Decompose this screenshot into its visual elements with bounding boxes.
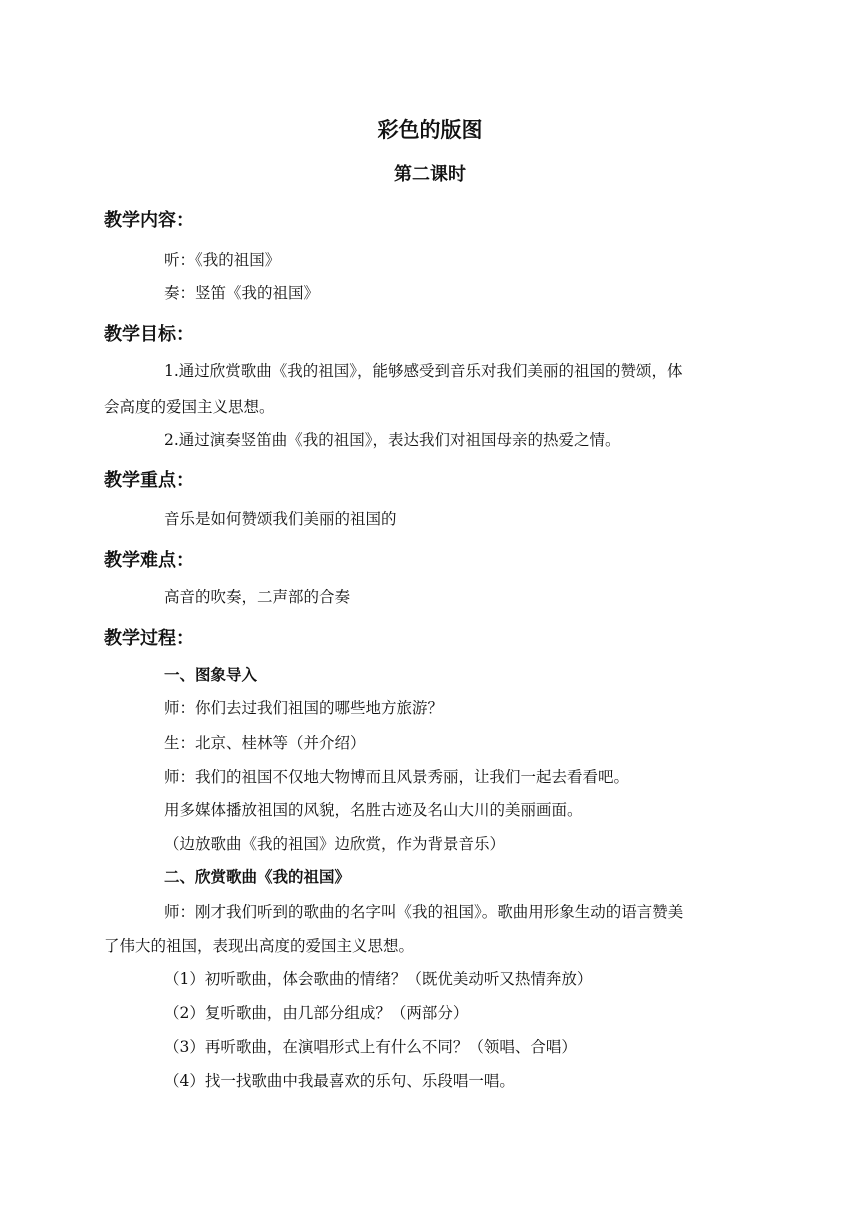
key-points-text: 音乐是如何赞颂我们美丽的祖国的 [164,510,397,528]
goal-1-line-2: 会高度的爱国主义思想。 [104,398,275,416]
content-item-listen: 听：《我的祖国》 [164,251,281,269]
difficulties-text: 高音的吹奏，二声部的合奏 [164,588,351,606]
process-question: （1）初听歌曲，体会歌曲的情绪？（既优美动听又热情奔放） [164,970,593,988]
process-part-2-intro-line-2: 了伟大的祖国，表现出高度的爱国主义思想。 [104,937,415,955]
document-subtitle: 第二课时 [394,164,466,185]
section-heading-process: 教学过程： [104,628,194,649]
process-part-1-line: 师：我们的祖国不仅地大物博而且风景秀丽，让我们一起去看看吧。 [164,768,630,786]
process-part-1-line: 用多媒体播放祖国的风貌，名胜古迹及名山大川的美丽画面。 [164,801,583,819]
process-part-1-line: （边放歌曲《我的祖国》边欣赏，作为背景音乐） [164,835,506,853]
content-item-play: 奏：竖笛《我的祖国》 [164,284,320,302]
process-question: （3）再听歌曲，在演唱形式上有什么不同？（领唱、合唱） [164,1038,577,1056]
document-title: 彩色的版图 [377,118,483,142]
process-part-1-title: 一、图象导入 [164,666,258,684]
section-heading-goals: 教学目标： [104,324,194,345]
process-question: （4）找一找歌曲中我最喜欢的乐句、乐段唱一唱。 [164,1072,515,1090]
process-question: （2）复听歌曲，由几部分组成？（两部分） [164,1004,469,1022]
process-part-2-title: 二、欣赏歌曲《我的祖国》 [164,868,351,886]
goal-2: 2.通过演奏竖笛曲《我的祖国》，表达我们对祖国母亲的热爱之情。 [164,431,621,449]
process-part-2-intro-line-1: 师：刚才我们听到的歌曲的名字叫《我的祖国》。歌曲用形象生动的语言赞美 [164,903,684,921]
section-heading-difficulties: 教学难点： [104,550,194,571]
process-part-1-line: 师：你们去过我们祖国的哪些地方旅游？ [164,699,444,717]
goal-1-line-1: 1.通过欣赏歌曲《我的祖国》，能够感受到音乐对我们美丽的祖国的赞颂，体 [164,362,683,380]
section-heading-content: 教学内容： [104,210,194,231]
process-part-1-line: 生：北京、桂林等（并介绍） [164,734,366,752]
section-heading-key-points: 教学重点： [104,470,194,491]
